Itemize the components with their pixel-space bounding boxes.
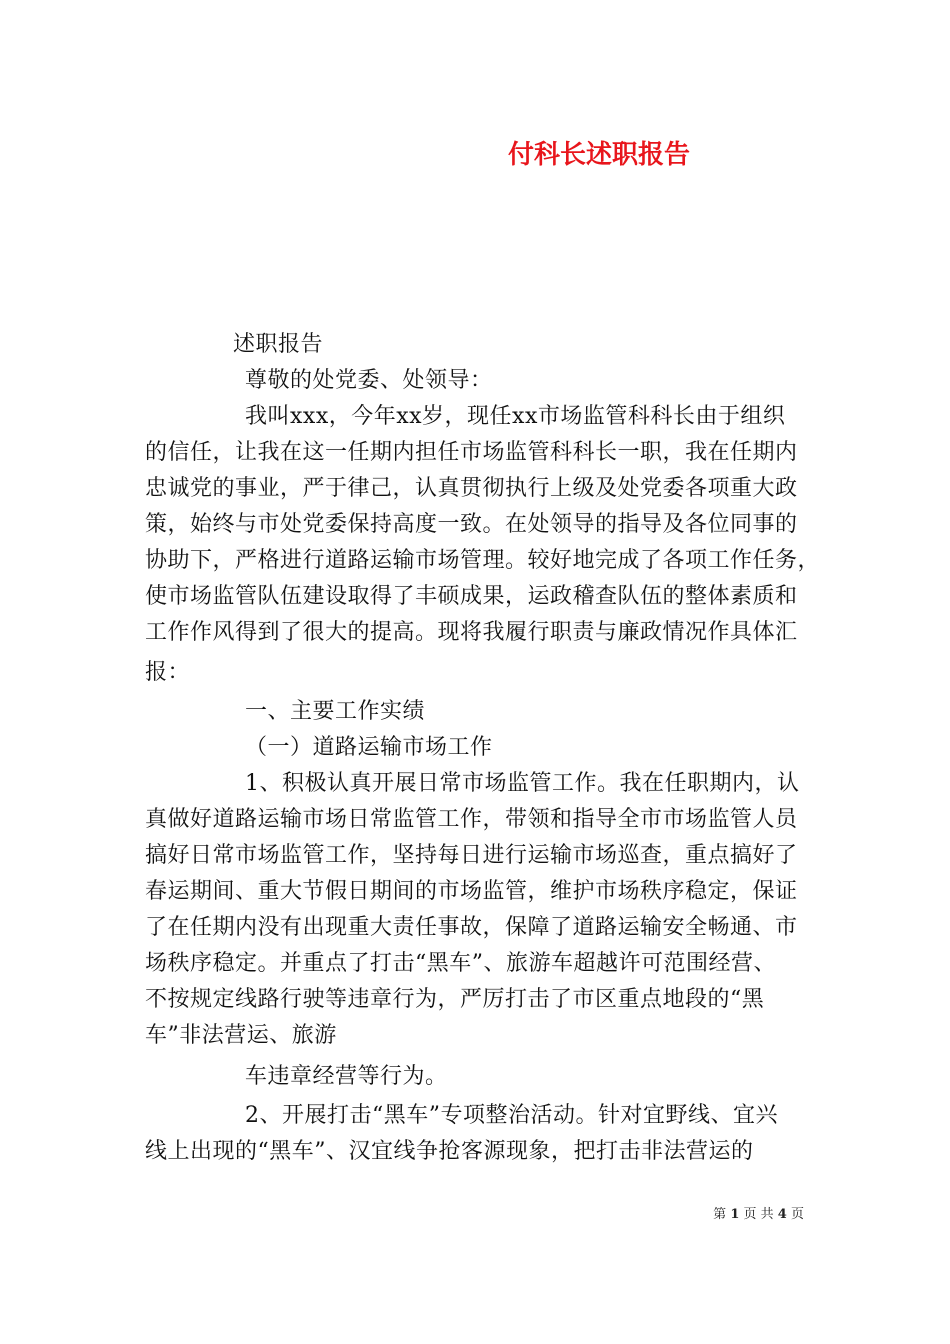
body-line: 的信任，让我在这一任期内担任市场监管科科长一职，我在任期内	[145, 440, 798, 465]
body-line: 报：	[145, 660, 191, 685]
body-line: 了在任期内没有出现重大责任事故，保障了道路运输安全畅通、市	[145, 915, 798, 940]
footer-suffix: 页	[790, 1207, 804, 1222]
body-line: 我叫xxx，今年xx岁，现任xx市场监管科科长由于组织	[245, 404, 786, 429]
footer-prefix: 第	[713, 1207, 727, 1222]
body-line: 搞好日常市场监管工作，坚持每日进行运输市场巡查，重点搞好了	[145, 843, 798, 868]
body-line: 真做好道路运输市场日常监管工作，带领和指导全市市场监管人员	[145, 807, 798, 832]
footer-total-pages: 4	[777, 1207, 787, 1222]
body-line: 车违章经营等行为。	[245, 1064, 448, 1089]
body-line: 不按规定线路行驶等违章行为，严厉打击了市区重点地段的“黑	[145, 987, 765, 1012]
body-line: 述职报告	[233, 332, 324, 357]
subsection-heading: （一）道路运输市场工作	[245, 735, 493, 760]
body-line: 忠诚党的事业，严于律己，认真贯彻执行上级及处党委各项重大政	[145, 476, 798, 501]
section-heading: 一、主要工作实绩	[245, 699, 426, 724]
body-line: 车”非法营运、旅游	[145, 1023, 337, 1048]
page-footer	[713, 1203, 804, 1222]
body-line: 工作作风得到了很大的提高。现将我履行职责与廉政情况作具体汇	[145, 620, 798, 645]
document-title: 付科长述职报告	[508, 140, 691, 170]
footer-page-number: 1	[730, 1207, 740, 1222]
body-line: 策，始终与市处党委保持高度一致。在处领导的指导及各位同事的	[145, 512, 798, 537]
body-line: 1、积极认真开展日常市场监管工作。我在任职期内，认	[245, 771, 800, 796]
body-line: 尊敬的处党委、处领导：	[245, 368, 493, 393]
footer-middle: 页 共	[743, 1207, 774, 1222]
body-line: 2、开展打击“黑车”专项整治活动。针对宜野线、宜兴	[245, 1103, 778, 1128]
body-line: 线上出现的“黑车”、汉宜线争抢客源现象，把打击非法营运的	[145, 1139, 754, 1164]
body-line: 春运期间、重大节假日期间的市场监管，维护市场秩序稳定，保证	[145, 879, 798, 904]
body-line: 协助下，严格进行道路运输市场管理。较好地完成了各项工作任务，	[145, 548, 821, 573]
body-line: 使市场监管队伍建设取得了丰硕成果，运政稽查队伍的整体素质和	[145, 584, 798, 609]
body-line: 场秩序稳定。并重点了打击“黑车”、旅游车超越许可范围经营、	[145, 951, 776, 976]
